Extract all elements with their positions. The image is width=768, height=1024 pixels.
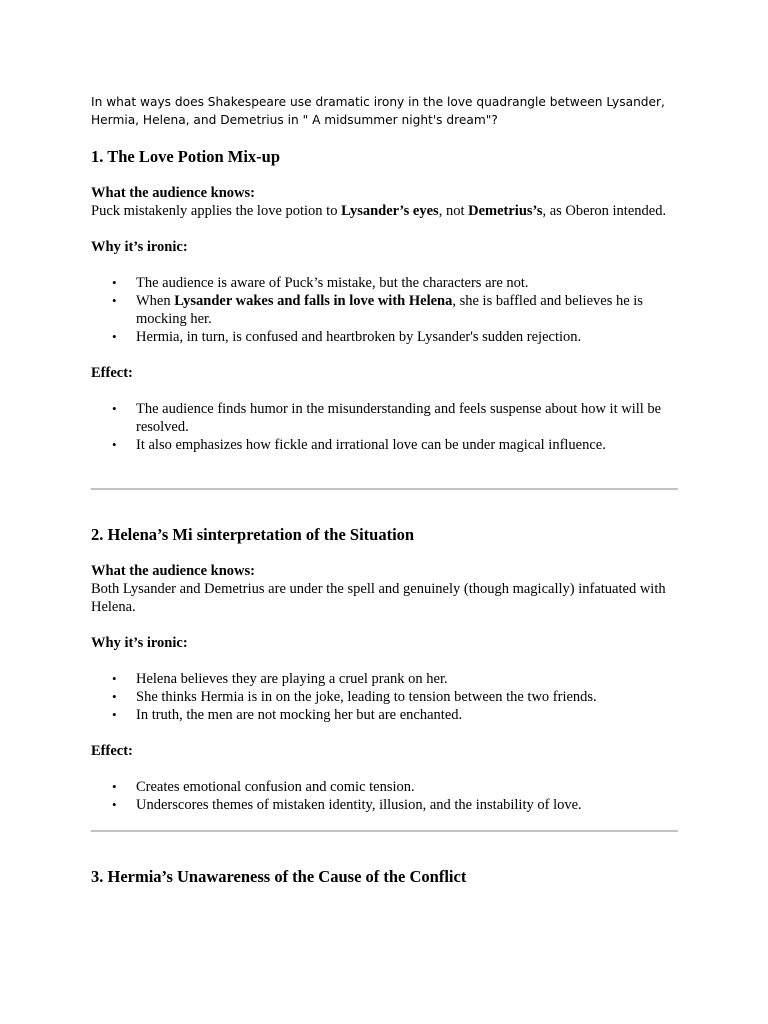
effect-list <box>91 400 681 454</box>
audience-knows-text: Both Lysander and Demetrius are under the spell and genuinely (though magically) infatuated with Helena. <box>91 581 666 615</box>
list-item: • When Lysander wakes and falls in love with Helena, she is baffled and believes he is mocking her. <box>112 293 643 327</box>
section-heading: 1. The Love Potion Mix-up <box>91 147 281 166</box>
audience-knows-label: What the audience knows: <box>91 563 255 579</box>
section-heading: 3. Hermia’s Unawareness of the Cause of the Conflict <box>91 867 467 886</box>
question-text: In what ways does Shakespeare use dramatic irony in the love quadrangle between Lysander, Hermia, Helena, and Demetrius in " A midsummer night's dream"? <box>91 95 665 127</box>
list-item: • It also emphasizes how fickle and irrational love can be under magical influence. <box>112 437 606 453</box>
list-item: • She thinks Hermia is in on the joke, leading to tension between the two friends. <box>112 689 597 705</box>
why-ironic-label: Why it’s ironic: <box>91 635 188 651</box>
horizontal-divider <box>91 488 678 490</box>
effect-label: Effect: <box>91 365 133 381</box>
audience-knows-label: What the audience knows: <box>91 185 255 201</box>
audience-knows-text: Puck mistakenly applies the love potion to Lysander’s eyes, not Demetrius’s, as Oberon intended. <box>91 203 667 219</box>
ironic-list <box>91 670 681 724</box>
section-2 <box>91 524 681 814</box>
effect-label: Effect: <box>91 743 133 759</box>
section-3 <box>91 866 681 888</box>
ironic-list <box>91 274 681 346</box>
list-item: • In truth, the men are not mocking her but are enchanted. <box>112 707 463 723</box>
list-item: • Creates emotional confusion and comic tension. <box>112 779 415 795</box>
list-item: • The audience is aware of Puck’s mistake, but the characters are not. <box>112 275 529 291</box>
list-item: • Hermia, in turn, is confused and heartbroken by Lysander's sudden rejection. <box>112 329 582 345</box>
list-item: • Underscores themes of mistaken identity, illusion, and the instability of love. <box>112 797 582 813</box>
why-ironic-label: Why it’s ironic: <box>91 239 188 255</box>
section-1 <box>91 146 681 454</box>
effect-list <box>91 778 681 814</box>
list-item: • The audience finds humor in the misunderstanding and feels suspense about how it will be resolved. <box>112 401 662 435</box>
section-heading: 2. Helena’s Mi sinterpretation of the Situation <box>91 525 415 544</box>
list-item: • Helena believes they are playing a cruel prank on her. <box>112 671 448 687</box>
horizontal-divider <box>91 830 678 832</box>
